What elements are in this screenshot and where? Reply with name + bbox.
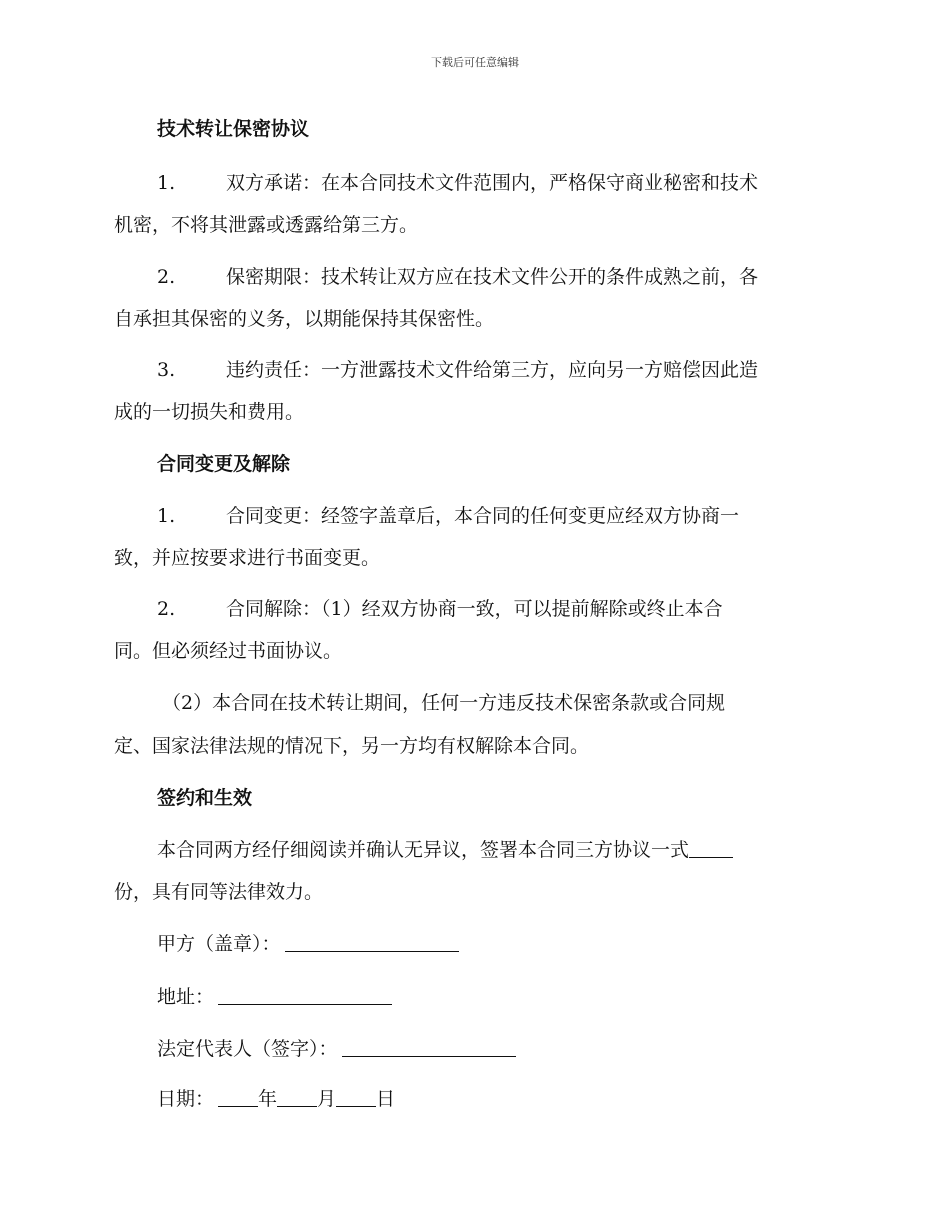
clause-number: 2. [157, 598, 176, 620]
month-blank[interactable] [277, 1088, 317, 1107]
clause-2-line1 [114, 262, 758, 289]
date-label: 日期： [157, 1088, 215, 1110]
clause-1-line2: 机密，不将其泄露或透露给第三方。 [114, 214, 419, 236]
clause-number: 2. [157, 266, 176, 288]
clause-text: 合同解除：（1）经双方协商一致，可以提前解除或终止本合 [226, 598, 723, 620]
month-label: 月 [317, 1088, 337, 1110]
section-title-signing: 签约和生效 [157, 787, 253, 809]
clause-number: 1. [157, 505, 176, 527]
signing-text: 本合同两方经仔细阅读并确认无异议，签署本合同三方协议一式 [157, 839, 690, 861]
clause-3-line1 [114, 355, 758, 382]
representative-blank[interactable] [342, 1038, 516, 1057]
party-a-line [157, 929, 459, 956]
representative-line [157, 1034, 516, 1061]
signing-paragraph-line2: 份，具有同等法律效力。 [114, 881, 324, 903]
change-clause-1-line1 [114, 501, 739, 528]
signing-paragraph-line1 [157, 835, 733, 862]
clause-number: 3. [157, 359, 176, 381]
address-line [157, 982, 392, 1009]
copies-blank[interactable] [689, 839, 733, 858]
page-header: 下载后可任意编辑 [431, 56, 519, 69]
party-a-label: 甲方（盖章）： [157, 933, 281, 955]
clause-3-line2: 成的一切损失和费用。 [114, 401, 305, 423]
year-blank[interactable] [218, 1088, 258, 1107]
section-title-change: 合同变更及解除 [157, 453, 291, 475]
change-clause-2-line2: 同。但必须经过书面协议。 [114, 640, 343, 662]
day-label: 日 [376, 1088, 396, 1110]
clause-text: 合同变更：经签字盖章后，本合同的任何变更应经双方协商一 [226, 505, 740, 527]
section-title-confidentiality: 技术转让保密协议 [157, 118, 310, 140]
party-a-blank[interactable] [285, 933, 459, 952]
change-clause-2-line1 [114, 594, 723, 621]
clause-text: 双方承诺：在本合同技术文件范围内，严格保守商业秘密和技术 [226, 172, 759, 194]
representative-label: 法定代表人（签字）： [157, 1038, 338, 1060]
address-blank[interactable] [218, 986, 392, 1005]
address-label: 地址： [157, 986, 215, 1008]
clause-2-line2: 自承担其保密的义务，以期能保持其保密性。 [114, 308, 495, 330]
change-clause-1-line2: 致，并应按要求进行书面变更。 [114, 547, 381, 569]
clause-number: 1. [157, 172, 176, 194]
clause-text: 保密期限：技术转让双方应在技术文件公开的条件成熟之前，各 [226, 266, 759, 288]
change-clause-2-sub2-line1: （2）本合同在技术转让期间，任何一方违反技术保密条款或合同规 [162, 692, 726, 714]
year-label: 年 [258, 1088, 278, 1110]
change-clause-2-sub2-line2: 定、国家法律法规的情况下，另一方均有权解除本合同。 [114, 735, 590, 757]
clause-text: 违约责任：一方泄露技术文件给第三方，应向另一方赔偿因此造 [226, 359, 759, 381]
clause-1-line1 [114, 168, 758, 195]
day-blank[interactable] [336, 1088, 376, 1107]
date-line [157, 1084, 395, 1111]
